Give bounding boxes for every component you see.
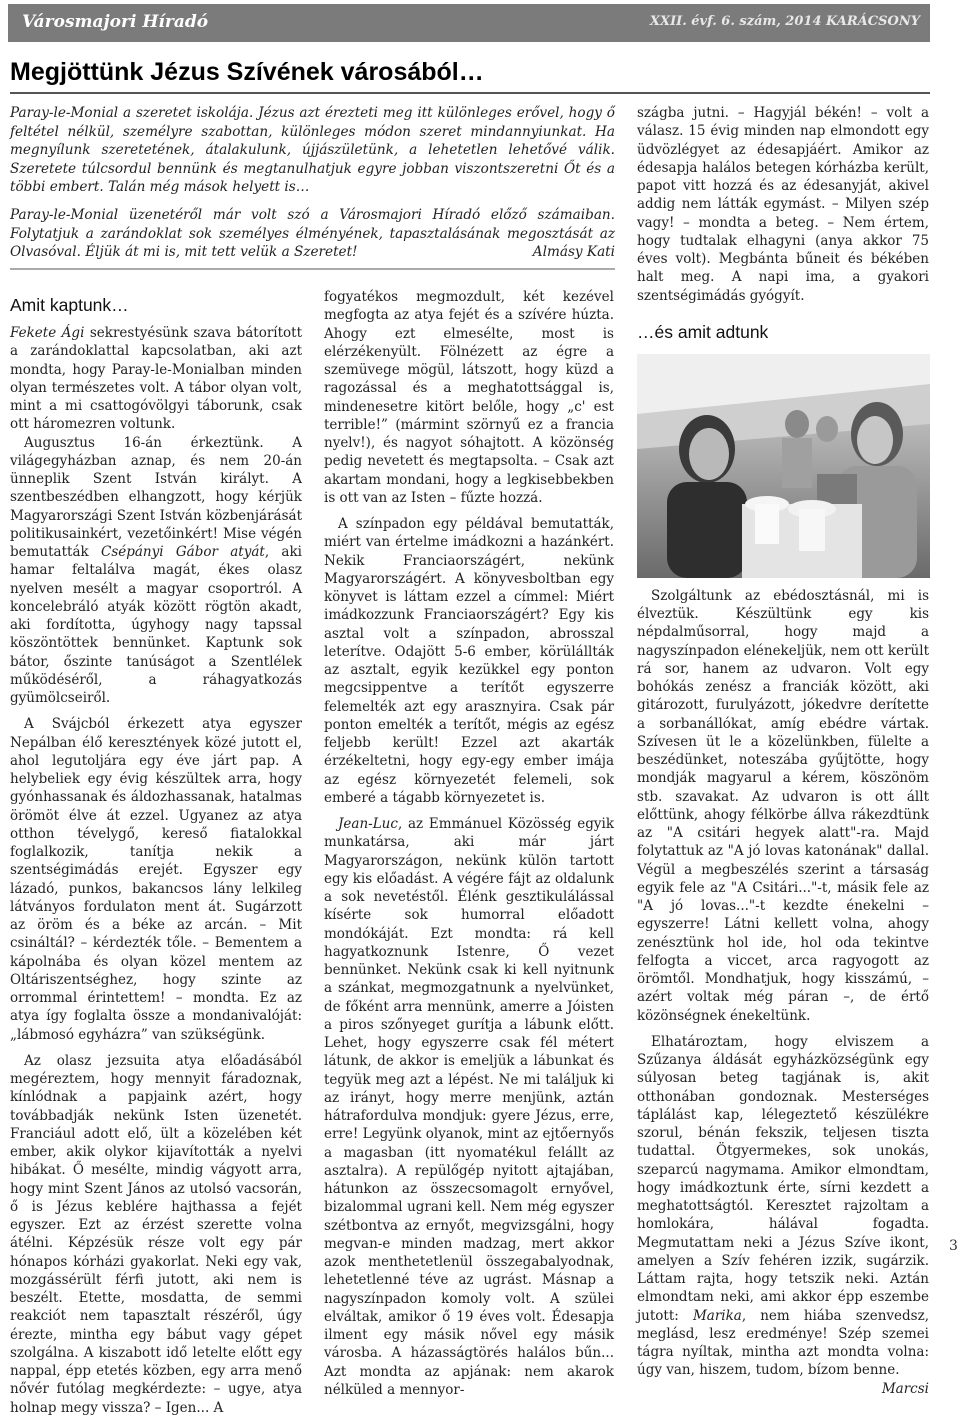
paragraph-text: Augusztus 16-án érkeztünk. A világegyházban aznap, és nem 20-án ünneplik Szent István királyt. A szentbeszédben elhangzott, hogy kérjük Magyarországi Szent István közbenjárását politikusainkért, vezetőinkért! Mise végén bemutatták xyxy=(10,434,302,560)
column-3 xyxy=(637,104,929,1398)
article-intro xyxy=(10,104,615,262)
body-paragraph xyxy=(324,815,614,1399)
column-1 xyxy=(10,294,302,1417)
person-name: Jean-Luc xyxy=(338,816,398,832)
page-number: 3 xyxy=(949,1238,958,1254)
publication-name: Városmajori Híradó xyxy=(22,12,209,32)
section-heading: Amit kaptunk… xyxy=(10,295,129,315)
intro-text: Paray-le-Monial üzenetéről már volt szó a Városmajori Híradó előző számaiban. Folytatjuk a zarándoklat sok személyes élményének, tapasztalásának megosztását az Olvasóval. Éljük át mi is, mit tett velük a Szeretet! xyxy=(10,206,615,261)
paragraph-text: , az Emmánuel Közösség egyik munkatársa, aki már járt Magyarországon, nekünk külön tartott egy kis előadást. A végére fájt az oldalunk a sok nevetéstől. Élénk gesztikulálással kísérte sok humorral előadott mondókáját. Ezt mondta: rá kell hagyatkoznunk Istenre, Ő vezet bennünket. Nekünk csak ki kell nyitnunk a szánkat, megmozgatnunk a nyelvünket, de főként arra mennünk, amerre a Jóisten a piros szőnyeget gurítja a lábunk előtt. Lehet, hogy egyszerre csak fél métert látunk, de akkor is emeljük a lábunkat és tegyük meg azt a lépést. Ne mi találjuk ki az irányt, hogy merre menjünk, aztán hátrafordulva mondjuk: gyere Jézus, erre, erre! Legyünk olyanok, mint az ejtőernyős a magasban (itt nyomatékul felállt az asztalra). A repülőgép nyitott ajtajában, hátunkon az összecsomagolt ernyővel, bizalommal ugrani kell. Nem még egyszer szétbontva az ernyőt, megvizsgálni, hogy megvan-e minden madzag, mert akkor azok menthetetlenül összegabalyodnak, lehetetlenné téve az ugrást. Másnap a nagyszínpadon komoly volt. A szülei elváltak, amikor ő 19 éves volt. Édesapja ilment egy másik nővel egy másik városba. A házasságtörés halálos bűn... Azt mondta az apjának: nem akarok nélküled a mennyor- xyxy=(324,816,614,1398)
body-paragraph: Szolgáltunk az ebédosztásnál, mi is élveztük. Készültünk egy kis népdalműsorral, hogy majd a nagyszínpadon elénekeljük, nem ott került rá sor, hanem az udvaron. Volt egy bohókás zenész a franciák között, aki gitározott, furulyázott, jókedvre derítette a sorbanállókat, amíg ebédre vártak. Szívesen üt le a közelünkben, fülelte a beszédünket, noteszába gyűjtötte, hogy mondják magyarul a kérem, köszönöm stb. szavakat. Az udvaron is ott állt előttünk, ahogy félkörbe állva rákezdtünk az "A csitári hegyek alatt"-ra. Majd folytattuk az "A jó lovas katonának" dallal. Végül a megbeszélés szerint a társaság egyik fele az "A Csitári..."-t, másik fele az "A jó lovas..."-t kezdte énekelni – egyszerre! Látni kellett volna, ahogy zenésztünk hol ide, hol oda tekintve felfogta a viccet, arca ragyogott az örömtől. Mondhatjuk, hogy kisszámú, – azért voltak még páran –, de értő közönségnek énekeltünk. xyxy=(637,587,929,1024)
body-paragraph: A Svájcból érkezett atya egyszer Nepálban élő keresztények közé jutott el, ahol legutoljára egy éve járt pap. A helybeliek egy évig készültek arra, hogy gyónhassanak és áldozhassanak, hatalmas örömöt élve át ezzel. Ugyanez az atya otthon tévelygő, kereső fiatalokkal foglalkozik, tanítja nekik a szentségimádás erejét. Egyszer egy lázadó, punkos, bakancsos lány lelkileg látványos fordulaton ment át. Sugárzott az öröm és a béke az arcán. – Mit csináltál? – kérdezték tőle. – Bementem a kápolnába és olyan közel mentem az Oltáriszentséghez, hogy szinte az orrommal érintettem! – mondta. Ez az atya így foglalta össze a mondanivalóját: „lábmosó egyházra” van szükségünk. xyxy=(10,716,302,1043)
person-name: Fekete Ági xyxy=(10,325,85,341)
paragraph-text: , nem hiába szenvedsz, meglásd, lesz eredménye! Szép szemei tágra nyíltak, mintha azt mondta volna: úgy van, hiszem, tudom, bízom benne. xyxy=(637,1307,930,1379)
body-paragraph xyxy=(10,324,302,434)
person-name: Marika xyxy=(692,1307,742,1324)
column-2 xyxy=(324,288,614,1399)
person-name: Csépányi Gábor atyát xyxy=(101,544,265,560)
intro-paragraph: Paray-le-Monial a szeretet iskolája. Jézus azt érezteti meg itt különleges erővel, hogy ő feltétel nélkül, személyre szabottan, különleges módon szeret mindannyiunkat. Ha megnyílunk szeretetének, átalakulunk, újjászületünk, a lehetetlen lehetővé válik. Szeretete túlcsordul bennünk és megtanulhatjuk egyre jobban viszontszeretni Őt és a többi embert. Talán még mások helyett is… xyxy=(10,105,615,196)
masthead xyxy=(8,4,930,42)
intro-author: Almásy Kati xyxy=(532,244,615,261)
paragraph-text: Elhatároztam, hogy elviszem a Szűzanya áldását egyházközségünk egy súlyosan beteg tagjának is, akit otthonában gondoznak. Mesterséges táplálást kap, lélegeztető készülékre szorul, bénán fekszik, teljesen tiszta tudattal. Ötgyermekes, sok unokás, szeparcú nagymama. Amikor elmondtam, hogy imádkoztunk érte, sírni kezdett a meghatottságtól. Keresztet rajzoltam a homlokára, hálával fogadta. Megmutattam neki a Jézus Szíve ikont, amelyen a Szív fehéren izzik, sugárzik. Láttam rajta, hogy tetszik neki. Aztán elmondtam neki, ami akkor épp eszembe jutott: xyxy=(637,1033,929,1324)
body-paragraph: szágba jutni. – Hagyjál békén! – volt a válasz. 15 évig minden nap elmondott egy üdvözlégyet az édesapjáért. Amikor az édesapja halálos betegen kórházba került, papot vitt hozzá és az édesanyját, akivel addig nem látták egymást. – Milyen szép vagy! – mondta a beteg. – Nem értem, hogy tudtalak elhagyni (anya akkor 75 éves volt). Megbánta bűneit és békében halt meg. A napi ima, a gyakori szentségimádás gyógyít. xyxy=(637,105,929,304)
serving-photo xyxy=(637,354,930,578)
paragraph-text: sekrestyésünk szava bátorított a zarándoklattal kapcsolatban, aki azt mondta, hogy Paray-le-Monialban minden olyan természetes volt. A tábor olyan volt, mint a mi csattogóvölgyi táborunk, csak ott háromezren voltunk. xyxy=(10,325,303,433)
photo-illustration xyxy=(637,354,930,578)
body-paragraph: fogyatékos megmozdult, két kezével megfogta az atya fejét és a szívére húzta. Ahogy ezt elmesélte, most is elérzékenyült. Fölnézett az égre a szemüvege mögül, látszott, hogy küzd a ragozással és a meghatottsággal is, mindenesetre kitört belőle, hogy „c' est terrible!” (mármint szörnyű ez a francia nyelv!), és nagyot sóhajtott. A közönség pedig nevetett és megtapsolta. – Csak azt akartam mondani, hogy a legkisebbekben is ott van az Isten – fűzte hozzá. xyxy=(324,289,614,506)
body-paragraph: A színpadon egy példával bemutatták, miért van értelme imádkozni a hazánkért. Nekik Franciaországért, nekünk Magyarországért. A könyvesboltban egy könyvet is láttam ezzel a címmel: Miért imádkozzunk Franciaországért? Egy kis asztal volt a színpadon, abrosszal leterítve. Odajött 5-6 ember, körülállták az asztalt, egyik kezükkel egy ponton megcsippentve a terítőt egyszerre felemelték azt egy arasznyira. Csak pár ponton emelték a terítőt, mégis az egész feljebb került! Ezzel azt akarták érzékeltetni, hogy egy-egy ember imája az egész környezetét felemeli, sok emberé a tágabb környezetet is. xyxy=(324,516,614,806)
paragraph-text: , aki hamar feltalálva magát, ékes olasz nyelven mesélt a magyar csoportról. A koncelebráló atyák között rögtön akadt, aki fordította, úgyhogy nagy tapssal köszöntöttek bennünket. Kaptunk sok bátor, őszinte tanúságot a Szentlélek működéséről, a ráhagyatkozás gyümölcseiről. xyxy=(10,544,302,706)
title-divider xyxy=(10,92,930,94)
article-title: Megjöttünk Jézus Szívének városából… xyxy=(10,58,484,86)
author-signature: Marcsi xyxy=(881,1380,929,1397)
body-paragraph xyxy=(637,1033,930,1397)
intro-paragraph xyxy=(10,206,615,262)
body-paragraph xyxy=(10,434,302,708)
section-heading: …és amit adtunk xyxy=(637,321,769,342)
body-paragraph: Az olasz jezsuita atya előadásából megéreztem, hogy mennyit fáradoznak, kínlódnak a papjaink azért, hogy továbbadják nekünk Isten üzenetét. Franciául adott elő, ült a közelében két ember, akik olykor kijavították a nyelvi hibákat. Ő mesélte, mindig vágyott arra, hogy mint Szent János az utolsó vacsorán, ő is Jézus keblére hajthassa a fejét egyszer. Ezt az érzést szerette volna átélni. Képzésük része volt egy pár hónapos kórházi gyakorlat. Neki egy vak, mozgássérült férfi jutott, aki nem is beszélt. Etette, mosdatta, de semmi reakciót nem tapasztalt részéről, úgy érezte, mintha egy bábut vagy gépet szolgálna. A kiszabott idő letelte előtt egy nappal, épp etetés közben, egy arra menő nővér futólag megkérdezte: – ugye, atya holnap megy vissza? – Igen... A xyxy=(10,1052,302,1416)
intro-divider xyxy=(10,268,615,270)
issue-info: XXII. évf. 6. szám, 2014 KARÁCSONY xyxy=(649,14,920,29)
